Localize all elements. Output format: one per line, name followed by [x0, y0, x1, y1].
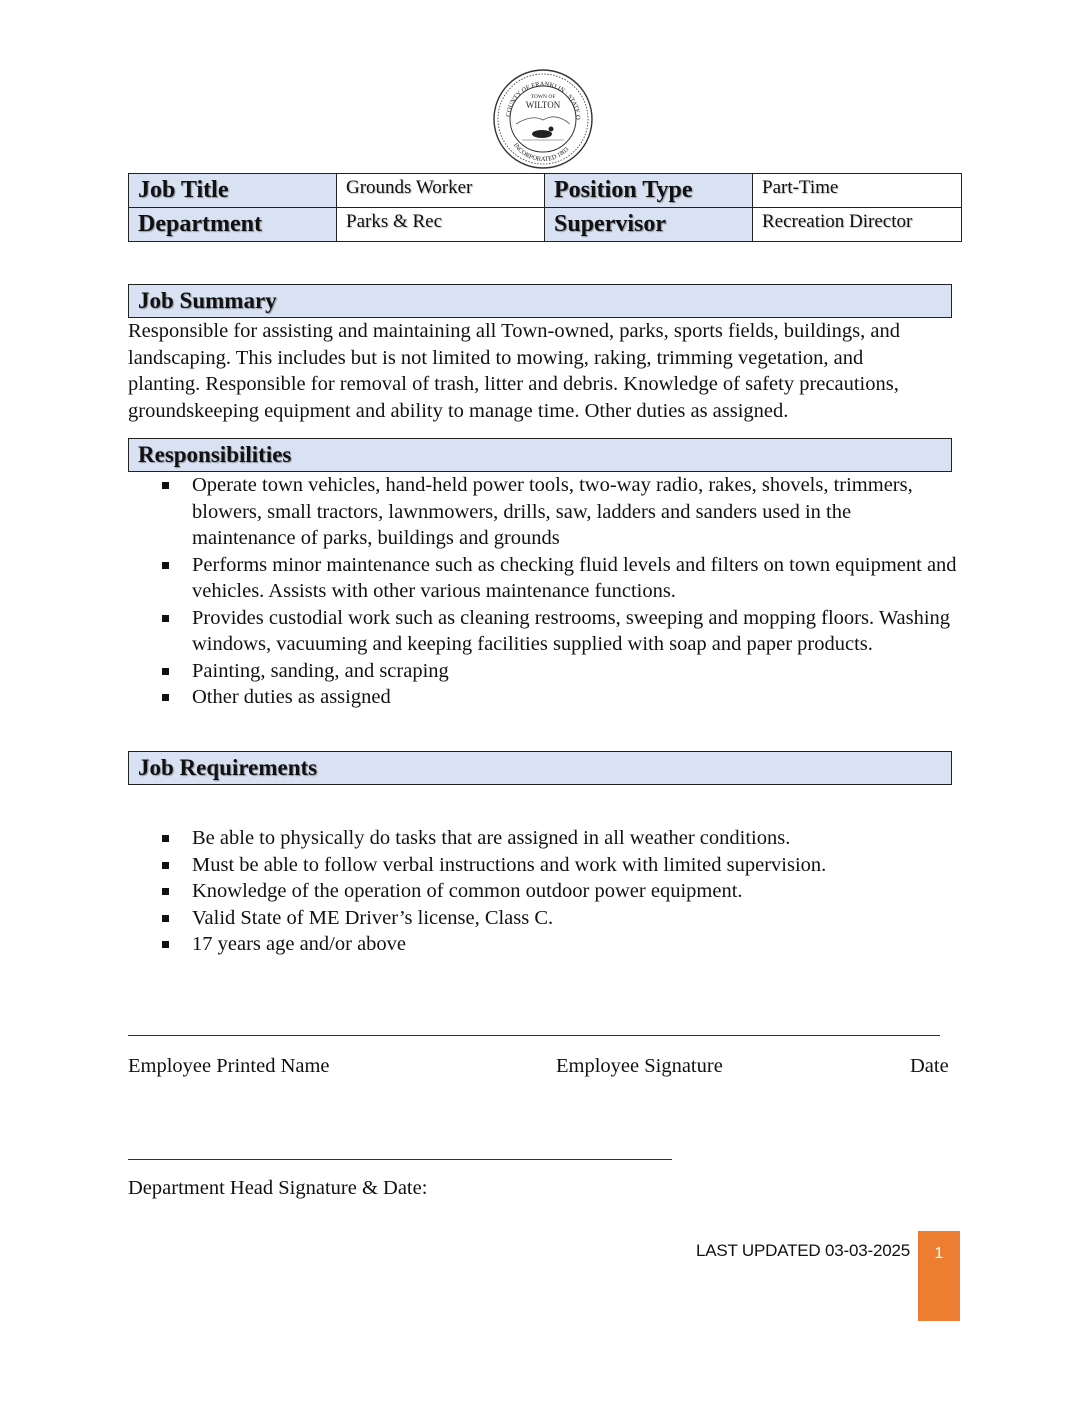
- employee-signature-label: Employee Signature: [556, 1055, 723, 1077]
- job-title-value: Grounds Worker: [337, 174, 545, 208]
- bullet-icon: [162, 694, 169, 701]
- department-label: Department: [129, 208, 337, 242]
- list-item-text: Must be able to follow verbal instructions and work with limited supervision.: [192, 853, 827, 876]
- list-item-text: Performs minor maintenance such as checking fluid levels and filters on town equipment and vehicles. Assists with other various maintenance functions.: [192, 553, 957, 602]
- job-requirements-heading: Job Requirements: [128, 751, 952, 785]
- employee-printed-name-label: Employee Printed Name: [128, 1055, 330, 1077]
- date-label: Date: [910, 1055, 949, 1077]
- list-item: [128, 684, 958, 711]
- job-summary-text: [128, 318, 958, 424]
- department-head-signature-line[interactable]: [128, 1159, 672, 1160]
- svg-text:TOWN OF: TOWN OF: [530, 94, 556, 100]
- bullet-icon: [162, 941, 169, 948]
- bullet-icon: [162, 835, 169, 842]
- list-item-text: Provides custodial work such as cleaning restrooms, sweeping and mopping floors. Washing windows, vacuuming and keeping facilities supplied with soap and paper products.: [192, 606, 951, 655]
- svg-text:INCORPORATED 1803: INCORPORATED 1803: [511, 141, 571, 164]
- supervisor-label: Supervisor: [545, 208, 753, 242]
- bullet-icon: [162, 668, 169, 675]
- list-item-text: Painting, sanding, and scraping: [192, 659, 449, 682]
- position-type-value: Part-Time: [753, 174, 962, 208]
- bullet-icon: [162, 915, 169, 922]
- summary-line: groundskeeping equipment and ability to manage time. Other duties as assigned.: [128, 399, 789, 422]
- department-value: Parks & Rec: [337, 208, 545, 242]
- svg-text:WILTON: WILTON: [525, 100, 561, 110]
- summary-line: Responsible for assisting and maintaining all Town-owned, parks, sports fields, buildings, and: [128, 320, 900, 342]
- list-item: [128, 905, 958, 932]
- bullet-icon: [162, 888, 169, 895]
- list-item-text: Knowledge of the operation of common outdoor power equipment.: [192, 880, 743, 902]
- list-item-text: 17 years age and/or above: [192, 933, 407, 955]
- job-title-label: Job Title: [129, 174, 337, 208]
- svg-text:COUNTY OF FRANKLIN · STATE OF: COUNTY OF FRANKLIN · STATE O: [505, 80, 582, 120]
- job-summary-heading: Job Summary: [128, 284, 952, 318]
- page-number-tab: [918, 1231, 960, 1321]
- supervisor-value: Recreation Director: [753, 208, 962, 242]
- bullet-icon: [162, 615, 169, 622]
- list-item: [128, 605, 958, 658]
- list-item: [128, 658, 958, 685]
- list-item: [128, 931, 958, 958]
- list-item: [128, 552, 958, 605]
- page-number: 1: [934, 1245, 944, 1262]
- list-item: [128, 852, 958, 879]
- list-item-text: Operate town vehicles, hand-held power tools, two-way radio, rakes, shovels, trimmers, blowers, small tractors, lawnmowers, drills, saw, ladders and sanders used in the maintenance of parks, buildings and grounds: [192, 474, 913, 549]
- responsibilities-heading: Responsibilities: [128, 438, 952, 472]
- bullet-icon: [162, 562, 169, 569]
- list-item: [128, 825, 958, 852]
- bullet-icon: [162, 862, 169, 869]
- list-item: [128, 878, 958, 905]
- last-updated-text: LAST UPDATED 03-03-2025: [696, 1241, 910, 1260]
- requirements-list: [128, 825, 958, 958]
- list-item-text: Other duties as assigned: [192, 686, 391, 708]
- list-item-text: Be able to physically do tasks that are assigned in all weather conditions.: [192, 827, 791, 849]
- bullet-icon: [162, 482, 169, 489]
- employee-signature-line[interactable]: [128, 1035, 940, 1036]
- list-item: [128, 472, 958, 552]
- responsibilities-list: [128, 472, 958, 711]
- town-seal-logo: [492, 68, 594, 170]
- department-head-label: Department Head Signature & Date:: [128, 1177, 428, 1199]
- position-type-label: Position Type: [545, 174, 753, 208]
- list-item-text: Valid State of ME Driver’s license, Class C.: [192, 906, 554, 929]
- job-info-table: [128, 173, 962, 242]
- summary-line: planting. Responsible for removal of trash, litter and debris. Knowledge of safety precautions,: [128, 373, 899, 395]
- summary-line: landscaping. This includes but is not limited to mowing, raking, trimming vegetation, and: [128, 346, 864, 369]
